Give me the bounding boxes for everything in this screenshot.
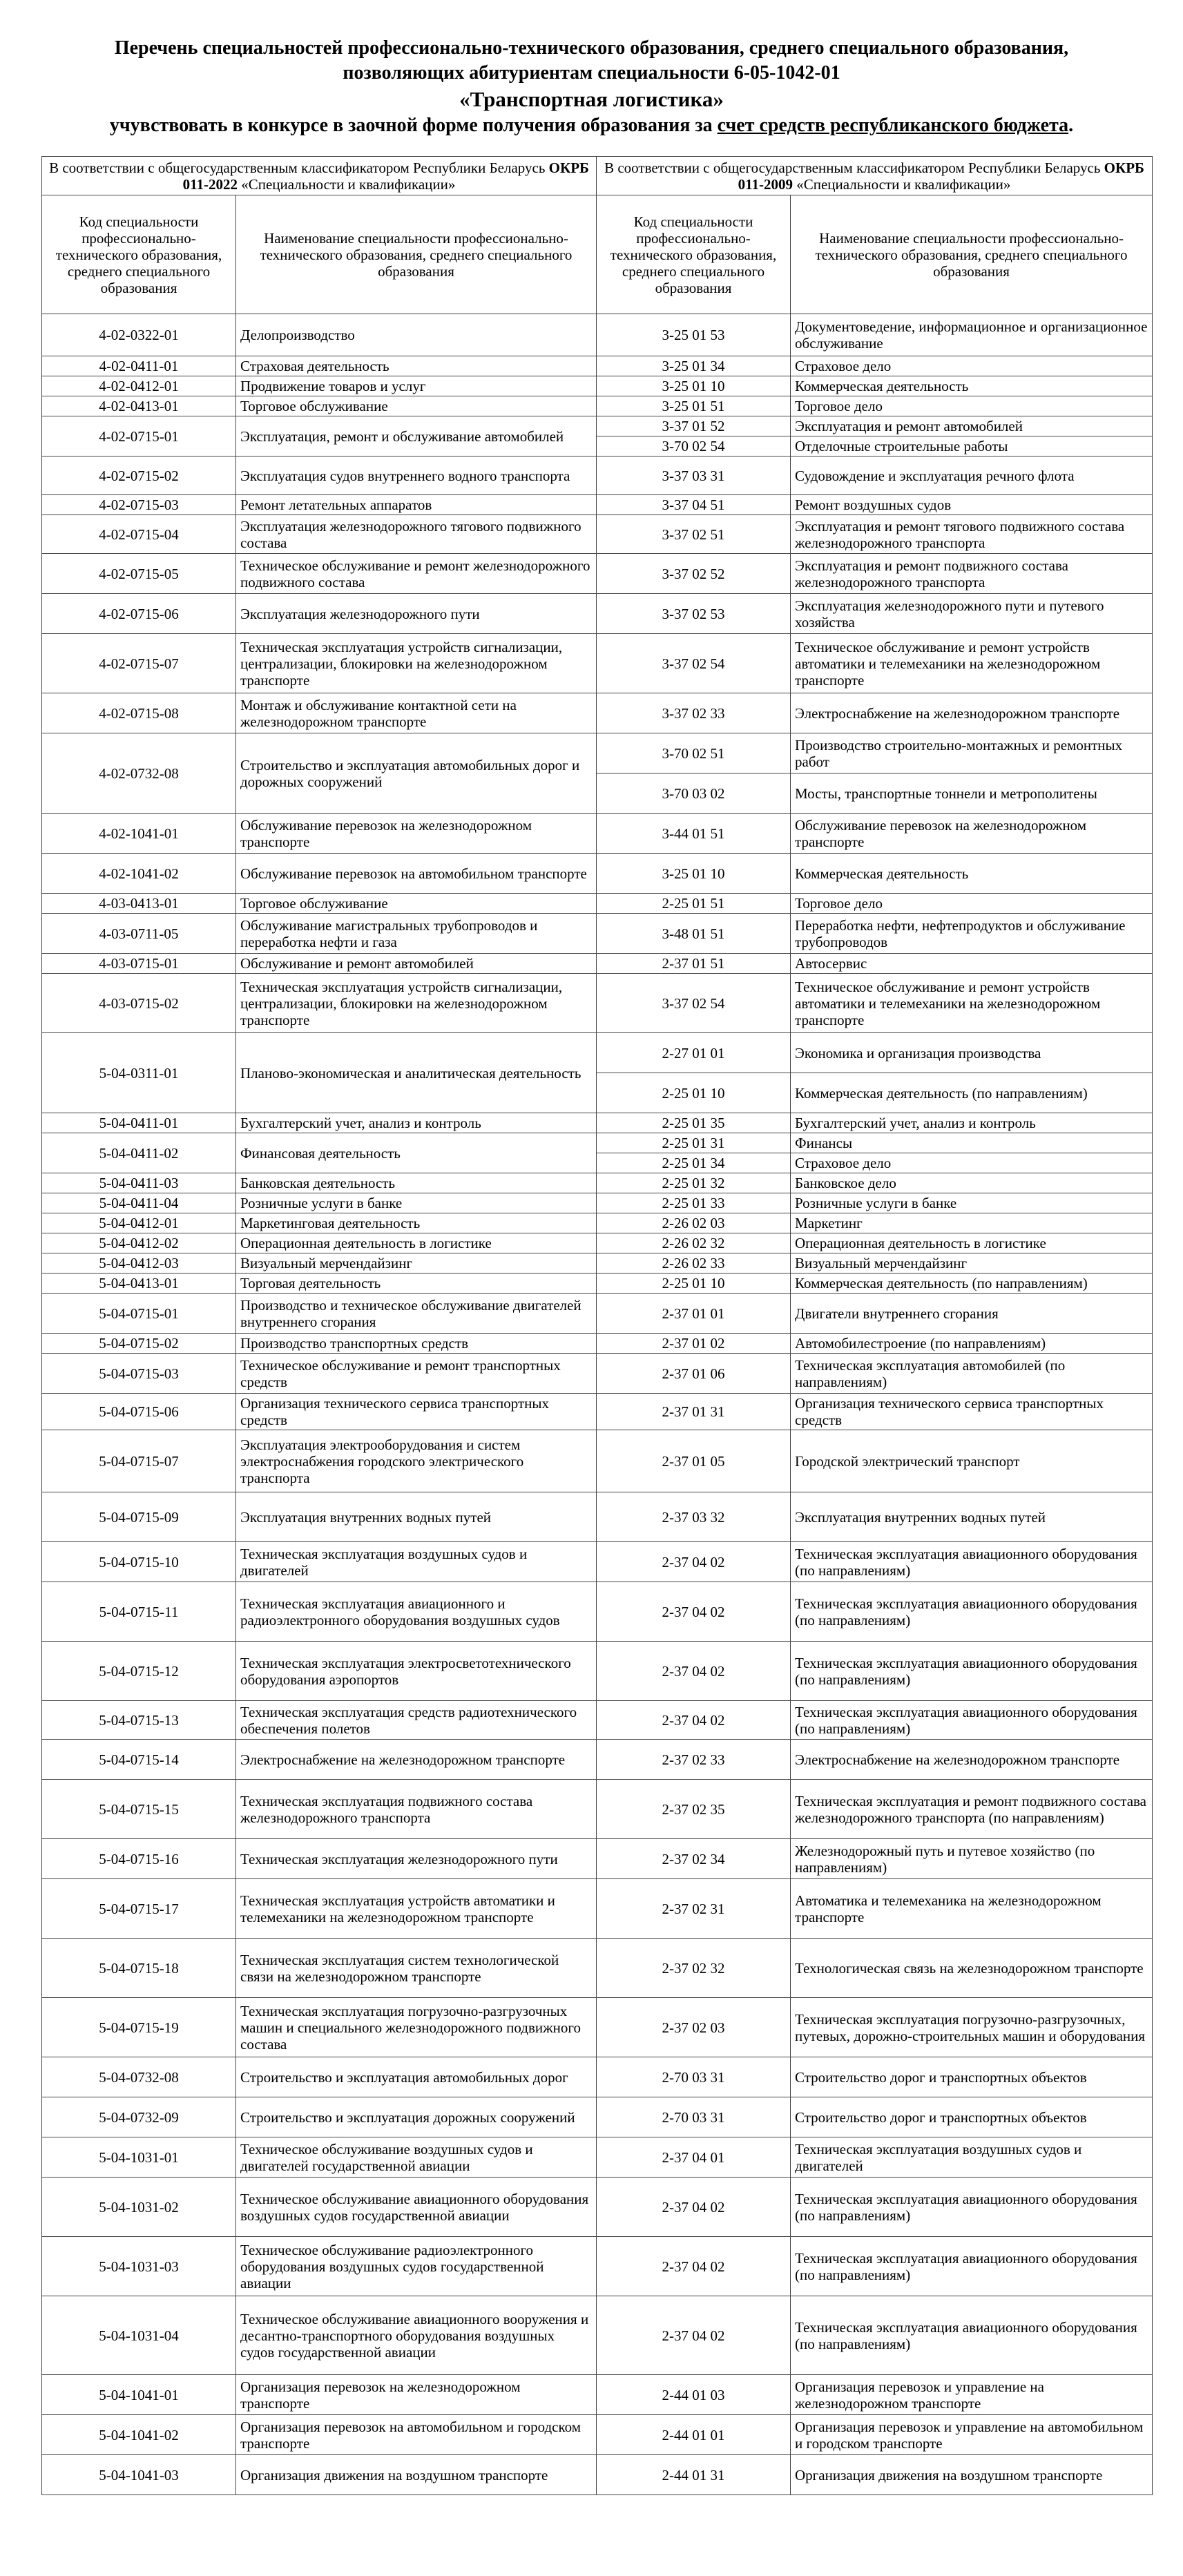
new-name-cell: Операционная деятельность в логистике (236, 1233, 597, 1253)
old-code-cell: 2-25 01 10 (597, 1273, 791, 1294)
new-name-cell: Техническая эксплуатация устройств сигнализации, централизации, блокировки на железнодорожном транспорте (236, 974, 597, 1033)
new-name-cell: Организация перевозок на автомобильном и городском транспорте (236, 2415, 597, 2455)
new-name-cell: Обслуживание перевозок на железнодорожном транспорте (236, 814, 597, 854)
table-row (42, 914, 1153, 954)
group-right-suffix: «Специальности и квалификации» (792, 175, 1011, 193)
new-name-cell: Производство и техническое обслуживание двигателей внутреннего сгорания (236, 1294, 597, 1334)
table-row (42, 1113, 1153, 1133)
old-code-cell: 2-37 02 35 (597, 1780, 791, 1839)
new-name-cell: Торговое обслуживание (236, 894, 597, 914)
old-name-cell: Техническая эксплуатация воздушных судов и двигателей (791, 2137, 1153, 2178)
table-row (42, 974, 1153, 1033)
new-name-cell: Розничные услуги в банке (236, 1193, 597, 1213)
old-name-cell: Экономика и организация производства (791, 1033, 1153, 1073)
new-name-cell: Техническое обслуживание радиоэлектронного оборудования воздушных судов государственной авиации (236, 2237, 597, 2296)
new-code-cell: 4-02-1041-02 (42, 854, 236, 894)
old-code-cell: 2-37 02 03 (597, 1998, 791, 2057)
old-code-cell: 2-37 04 02 (597, 1582, 791, 1642)
col-header-old-name: Наименование специальности профессионально-технического образования, среднего специального образования (791, 195, 1153, 314)
document-header (0, 36, 1183, 138)
old-name-cell: Железнодорожный путь и путевое хозяйство (по направлениям) (791, 1839, 1153, 1879)
new-code-cell: 5-04-0412-03 (42, 1253, 236, 1273)
new-code-cell: 4-03-0715-01 (42, 954, 236, 974)
new-name-cell: Техническая эксплуатация устройств автоматики и телемеханики на железнодорожном транспорте (236, 1879, 597, 1939)
table-body (42, 314, 1153, 2495)
new-code-cell: 4-02-0732-08 (42, 733, 236, 814)
old-code-cell: 2-70 03 31 (597, 2097, 791, 2137)
new-code-cell: 5-04-0732-08 (42, 2057, 236, 2097)
title-line-4-suffix: . (1068, 115, 1074, 136)
table-row (42, 554, 1153, 594)
table-row (42, 1273, 1153, 1294)
old-name-cell: Автоматика и телемеханика на железнодорожном транспорте (791, 1879, 1153, 1939)
old-code-cell: 3-37 02 54 (597, 634, 791, 693)
old-name-cell: Строительство дорог и транспортных объектов (791, 2097, 1153, 2137)
table-row (42, 733, 1153, 773)
old-code-cell: 3-25 01 10 (597, 376, 791, 396)
title-line-1: Перечень специальностей профессионально-технического образования, среднего специального образования, (114, 37, 1069, 59)
old-code-cell: 3-37 04 51 (597, 495, 791, 515)
new-code-cell: 5-04-0715-14 (42, 1740, 236, 1780)
title-line-4 (0, 113, 1183, 138)
new-name-cell: Техническая эксплуатация подвижного состава железнодорожного транспорта (236, 1780, 597, 1839)
table-row (42, 1033, 1153, 1073)
new-name-cell: Планово-экономическая и аналитическая деятельность (236, 1033, 597, 1113)
old-code-cell: 2-37 04 02 (597, 2237, 791, 2296)
old-code-cell: 2-37 01 31 (597, 1394, 791, 1430)
new-code-cell: 5-04-0715-19 (42, 1998, 236, 2057)
new-name-cell: Продвижение товаров и услуг (236, 376, 597, 396)
old-name-cell: Организация перевозок и управление на железнодорожном транспорте (791, 2375, 1153, 2415)
old-code-cell: 2-37 04 02 (597, 2296, 791, 2375)
old-name-cell: Финансы (791, 1133, 1153, 1153)
table-row (42, 854, 1153, 894)
old-code-cell: 2-37 02 31 (597, 1879, 791, 1939)
table-row (42, 2057, 1153, 2097)
group-left-code: ОКРБ 011-2022 (182, 159, 589, 193)
new-code-cell: 5-04-0411-02 (42, 1133, 236, 1173)
old-code-cell: 2-37 01 05 (597, 1430, 791, 1492)
old-code-cell: 2-44 01 01 (597, 2415, 791, 2455)
old-code-cell: 3-70 02 54 (597, 436, 791, 456)
old-name-cell: Техническая эксплуатация автомобилей (по направлениям) (791, 1354, 1153, 1394)
new-name-cell: Эксплуатация судов внутреннего водного транспорта (236, 456, 597, 495)
table-row (42, 1173, 1153, 1193)
old-name-cell: Организация технического сервиса транспортных средств (791, 1394, 1153, 1430)
old-name-cell: Эксплуатация внутренних водных путей (791, 1492, 1153, 1542)
table-row (42, 2375, 1153, 2415)
old-name-cell: Операционная деятельность в логистике (791, 1233, 1153, 1253)
group-right-prefix: В соответствии с общегосударственным классификатором Республики Беларусь (604, 159, 1104, 176)
table-row (42, 396, 1153, 416)
table-row (42, 2455, 1153, 2495)
new-code-cell: 4-02-0715-05 (42, 554, 236, 594)
old-code-cell: 2-26 02 33 (597, 1253, 791, 1273)
old-code-cell: 3-48 01 51 (597, 914, 791, 954)
old-code-cell: 3-70 03 02 (597, 773, 791, 814)
new-code-cell: 5-04-0411-03 (42, 1173, 236, 1193)
table-row (42, 1334, 1153, 1354)
old-code-cell: 2-25 01 32 (597, 1173, 791, 1193)
old-name-cell: Техническая эксплуатация и ремонт подвижного состава железнодорожного транспорта (по направлениям) (791, 1780, 1153, 1839)
new-name-cell: Обслуживание и ремонт автомобилей (236, 954, 597, 974)
new-code-cell: 5-04-0715-07 (42, 1430, 236, 1492)
old-name-cell: Техническое обслуживание и ремонт устройств автоматики и телемеханики на железнодорожном транспорте (791, 634, 1153, 693)
table-row (42, 1542, 1153, 1582)
old-code-cell: 2-37 01 51 (597, 954, 791, 974)
old-code-cell: 2-27 01 01 (597, 1033, 791, 1073)
old-name-cell: Техническая эксплуатация погрузочно-разгрузочных, путевых, дорожно-строительных машин и оборудования (791, 1998, 1153, 2057)
new-name-cell: Электроснабжение на железнодорожном транспорте (236, 1740, 597, 1780)
old-code-cell: 2-25 01 33 (597, 1193, 791, 1213)
new-name-cell: Обслуживание перевозок на автомобильном транспорте (236, 854, 597, 894)
new-code-cell: 4-02-0411-01 (42, 356, 236, 376)
old-code-cell: 3-37 03 31 (597, 456, 791, 495)
new-name-cell: Техническая эксплуатация авиационного и радиоэлектронного оборудования воздушных судов (236, 1582, 597, 1642)
table-row (42, 2415, 1153, 2455)
new-code-cell: 5-04-0715-06 (42, 1394, 236, 1430)
old-name-cell: Торговое дело (791, 894, 1153, 914)
old-code-cell: 3-37 02 54 (597, 974, 791, 1033)
table-row (42, 515, 1153, 554)
new-name-cell: Страховая деятельность (236, 356, 597, 376)
new-code-cell: 5-04-0715-01 (42, 1294, 236, 1334)
old-name-cell: Эксплуатация и ремонт подвижного состава железнодорожного транспорта (791, 554, 1153, 594)
old-name-cell: Судовождение и эксплуатация речного флота (791, 456, 1153, 495)
table-row (42, 1394, 1153, 1430)
new-code-cell: 4-02-0715-03 (42, 495, 236, 515)
table-row (42, 1492, 1153, 1542)
old-code-cell: 3-37 02 51 (597, 515, 791, 554)
old-name-cell: Страховое дело (791, 1153, 1153, 1173)
table-row (42, 376, 1153, 396)
old-code-cell: 2-37 02 34 (597, 1839, 791, 1879)
title-line-4-prefix: учувствовать в конкурсе в заочной форме получения образования за (109, 115, 718, 136)
old-code-cell: 3-25 01 10 (597, 854, 791, 894)
old-code-cell: 2-70 03 31 (597, 2057, 791, 2097)
new-name-cell: Производство транспортных средств (236, 1334, 597, 1354)
old-name-cell: Техническая эксплуатация авиационного оборудования (по направлениям) (791, 1701, 1153, 1740)
new-code-cell: 5-04-0732-09 (42, 2097, 236, 2137)
old-name-cell: Мосты, транспортные тоннели и метрополитены (791, 773, 1153, 814)
new-code-cell: 4-02-1041-01 (42, 814, 236, 854)
old-name-cell: Организация перевозок и управление на автомобильном и городском транспорте (791, 2415, 1153, 2455)
new-code-cell: 4-02-0412-01 (42, 376, 236, 396)
new-code-cell: 5-04-1031-02 (42, 2178, 236, 2237)
new-name-cell: Торговое обслуживание (236, 396, 597, 416)
old-name-cell: Техническое обслуживание и ремонт устройств автоматики и телемеханики на железнодорожном транспорте (791, 974, 1153, 1033)
new-name-cell: Визуальный мерчендайзинг (236, 1253, 597, 1273)
new-code-cell: 4-02-0715-07 (42, 634, 236, 693)
table-row (42, 1998, 1153, 2057)
old-code-cell: 3-70 02 51 (597, 733, 791, 773)
old-name-cell: Отделочные строительные работы (791, 436, 1153, 456)
old-code-cell: 2-25 01 34 (597, 1153, 791, 1173)
new-code-cell: 5-04-0715-09 (42, 1492, 236, 1542)
new-name-cell: Организация перевозок на железнодорожном транспорте (236, 2375, 597, 2415)
table-row (42, 954, 1153, 974)
group-left-prefix: В соответствии с общегосударственным классификатором Республики Беларусь (49, 159, 549, 176)
col-header-new-code: Код специальности профессионально-технического образования, среднего специального образования (42, 195, 236, 314)
new-name-cell: Техническое обслуживание авиационного вооружения и десантно-транспортного оборудования воздушных судов государственной авиации (236, 2296, 597, 2375)
new-code-cell: 5-04-0715-03 (42, 1354, 236, 1394)
new-code-cell: 5-04-0311-01 (42, 1033, 236, 1113)
table-row (42, 1642, 1153, 1701)
new-code-cell: 5-04-1041-02 (42, 2415, 236, 2455)
table-row (42, 2097, 1153, 2137)
table-row (42, 2137, 1153, 2178)
new-code-cell: 5-04-0715-17 (42, 1879, 236, 1939)
old-name-cell: Техническая эксплуатация авиационного оборудования (по направлениям) (791, 2296, 1153, 2375)
new-code-cell: 5-04-0715-16 (42, 1839, 236, 1879)
old-name-cell: Переработка нефти, нефтепродуктов и обслуживание трубопроводов (791, 914, 1153, 954)
old-name-cell: Коммерческая деятельность (по направлениям) (791, 1273, 1153, 1294)
old-name-cell: Розничные услуги в банке (791, 1193, 1153, 1213)
table-row (42, 1939, 1153, 1998)
old-code-cell: 3-37 02 33 (597, 693, 791, 733)
new-code-cell: 4-02-0715-04 (42, 515, 236, 554)
old-name-cell: Маркетинг (791, 1213, 1153, 1233)
old-name-cell: Коммерческая деятельность (791, 376, 1153, 396)
new-name-cell: Строительство и эксплуатация автомобильных дорог (236, 2057, 597, 2097)
new-name-cell: Маркетинговая деятельность (236, 1213, 597, 1233)
old-name-cell: Страховое дело (791, 356, 1153, 376)
new-name-cell: Техническая эксплуатация устройств сигнализации, централизации, блокировки на железнодорожном транспорте (236, 634, 597, 693)
old-name-cell: Визуальный мерчендайзинг (791, 1253, 1153, 1273)
new-code-cell: 4-02-0715-06 (42, 594, 236, 634)
old-code-cell: 3-44 01 51 (597, 814, 791, 854)
new-name-cell: Техническая эксплуатация средств радиотехнического обеспечения полетов (236, 1701, 597, 1740)
table-row (42, 1582, 1153, 1642)
old-code-cell: 2-37 03 32 (597, 1492, 791, 1542)
old-name-cell: Техническая эксплуатация авиационного оборудования (по направлениям) (791, 1542, 1153, 1582)
new-name-cell: Бухгалтерский учет, анализ и контроль (236, 1113, 597, 1133)
old-code-cell: 3-25 01 51 (597, 396, 791, 416)
old-name-cell: Техническая эксплуатация авиационного оборудования (по направлениям) (791, 1582, 1153, 1642)
old-name-cell: Технологическая связь на железнодорожном транспорте (791, 1939, 1153, 1998)
old-name-cell: Двигатели внутреннего сгорания (791, 1294, 1153, 1334)
new-code-cell: 4-03-0413-01 (42, 894, 236, 914)
old-code-cell: 2-37 04 01 (597, 2137, 791, 2178)
old-name-cell: Производство строительно-монтажных и ремонтных работ (791, 733, 1153, 773)
old-code-cell: 2-37 04 02 (597, 1701, 791, 1740)
old-code-cell: 2-44 01 03 (597, 2375, 791, 2415)
new-name-cell: Техническая эксплуатация систем технологической связи на железнодорожном транспорте (236, 1939, 597, 1998)
table-row (42, 456, 1153, 495)
old-name-cell: Торговое дело (791, 396, 1153, 416)
new-name-cell: Эксплуатация железнодорожного тягового подвижного состава (236, 515, 597, 554)
old-name-cell: Обслуживание перевозок на железнодорожном транспорте (791, 814, 1153, 854)
table-row (42, 1213, 1153, 1233)
old-code-cell: 2-26 02 03 (597, 1213, 791, 1233)
new-code-cell: 4-02-0715-01 (42, 416, 236, 456)
new-name-cell: Техническое обслуживание авиационного оборудования воздушных судов государственной авиации (236, 2178, 597, 2237)
old-code-cell: 2-37 04 02 (597, 1642, 791, 1701)
new-name-cell: Эксплуатация, ремонт и обслуживание автомобилей (236, 416, 597, 456)
table-row (42, 1740, 1153, 1780)
old-name-cell: Техническая эксплуатация авиационного оборудования (по направлениям) (791, 2237, 1153, 2296)
old-code-cell: 2-37 04 02 (597, 2178, 791, 2237)
group-header-okrb-2009 (597, 157, 1153, 195)
new-name-cell: Финансовая деятельность (236, 1133, 597, 1173)
table-row (42, 314, 1153, 356)
old-name-cell: Коммерческая деятельность (791, 854, 1153, 894)
title-line-2: позволяющих абитуриентам специальности 6-05-1042-01 (343, 62, 840, 84)
new-name-cell: Монтаж и обслуживание контактной сети на железнодорожном транспорте (236, 693, 597, 733)
table-row (42, 1193, 1153, 1213)
new-code-cell: 5-04-0411-04 (42, 1193, 236, 1213)
new-code-cell: 5-04-1041-03 (42, 2455, 236, 2495)
new-code-cell: 4-02-0322-01 (42, 314, 236, 356)
old-name-cell: Электроснабжение на железнодорожном транспорте (791, 1740, 1153, 1780)
old-name-cell: Эксплуатация и ремонт тягового подвижного состава железнодорожного транспорта (791, 515, 1153, 554)
old-name-cell: Бухгалтерский учет, анализ и контроль (791, 1113, 1153, 1133)
table-row (42, 1839, 1153, 1879)
new-code-cell: 5-04-0412-02 (42, 1233, 236, 1253)
new-name-cell: Торговая деятельность (236, 1273, 597, 1294)
new-name-cell: Банковская деятельность (236, 1173, 597, 1193)
new-name-cell: Техническое обслуживание и ремонт железнодорожного подвижного состава (236, 554, 597, 594)
new-code-cell: 4-03-0711-05 (42, 914, 236, 954)
new-code-cell: 5-04-0412-01 (42, 1213, 236, 1233)
table-row (42, 1233, 1153, 1253)
title-line-3: «Транспортная логистика» (459, 87, 724, 111)
new-code-cell: 4-02-0413-01 (42, 396, 236, 416)
new-code-cell: 5-04-0715-13 (42, 1701, 236, 1740)
old-code-cell: 2-37 04 02 (597, 1542, 791, 1582)
new-name-cell: Эксплуатация электрооборудования и систем электроснабжения городского электрического транспорта (236, 1430, 597, 1492)
new-code-cell: 5-04-0413-01 (42, 1273, 236, 1294)
old-code-cell: 2-37 01 02 (597, 1334, 791, 1354)
old-code-cell: 3-25 01 34 (597, 356, 791, 376)
old-name-cell: Автосервис (791, 954, 1153, 974)
old-code-cell: 3-37 01 52 (597, 416, 791, 436)
new-code-cell: 4-02-0715-02 (42, 456, 236, 495)
table-row (42, 1780, 1153, 1839)
table-row (42, 495, 1153, 515)
old-code-cell: 2-25 01 10 (597, 1073, 791, 1113)
new-name-cell: Строительство и эксплуатация автомобильных дорог и дорожных сооружений (236, 733, 597, 814)
table-row (42, 416, 1153, 436)
new-code-cell: 5-04-0411-01 (42, 1113, 236, 1133)
old-code-cell: 3-25 01 53 (597, 314, 791, 356)
table-row (42, 2237, 1153, 2296)
table-row (42, 1879, 1153, 1939)
old-name-cell: Банковское дело (791, 1173, 1153, 1193)
table-row (42, 1253, 1153, 1273)
table-row (42, 814, 1153, 854)
old-code-cell: 2-37 01 01 (597, 1294, 791, 1334)
new-code-cell: 5-04-1031-03 (42, 2237, 236, 2296)
old-name-cell: Ремонт воздушных судов (791, 495, 1153, 515)
table-row (42, 2296, 1153, 2375)
table-row (42, 1354, 1153, 1394)
table-row (42, 634, 1153, 693)
table-row (42, 356, 1153, 376)
old-name-cell: Эксплуатация и ремонт автомобилей (791, 416, 1153, 436)
new-name-cell: Эксплуатация внутренних водных путей (236, 1492, 597, 1542)
old-code-cell: 2-26 02 32 (597, 1233, 791, 1253)
table-row (42, 1133, 1153, 1153)
table-row (42, 2178, 1153, 2237)
group-header-okrb-2022 (42, 157, 597, 195)
old-name-cell: Организация движения на воздушном транспорте (791, 2455, 1153, 2495)
old-name-cell: Электроснабжение на железнодорожном транспорте (791, 693, 1153, 733)
table-row (42, 1430, 1153, 1492)
new-code-cell: 5-04-0715-11 (42, 1582, 236, 1642)
new-name-cell: Организация технического сервиса транспортных средств (236, 1394, 597, 1430)
group-right-code: ОКРБ 011-2009 (738, 159, 1144, 193)
old-name-cell: Автомобилестроение (по направлениям) (791, 1334, 1153, 1354)
old-name-cell: Техническая эксплуатация авиационного оборудования (по направлениям) (791, 1642, 1153, 1701)
old-code-cell: 3-37 02 53 (597, 594, 791, 634)
old-code-cell: 2-44 01 31 (597, 2455, 791, 2495)
col-header-old-code: Код специальности профессионально-технического образования, среднего специального образования (597, 195, 791, 314)
old-name-cell: Городской электрический транспорт (791, 1430, 1153, 1492)
table-row (42, 594, 1153, 634)
new-code-cell: 4-02-0715-08 (42, 693, 236, 733)
new-code-cell: 5-04-0715-10 (42, 1542, 236, 1582)
old-name-cell: Документоведение, информационное и организационное обслуживание (791, 314, 1153, 356)
table-row (42, 1701, 1153, 1740)
old-code-cell: 2-37 01 06 (597, 1354, 791, 1394)
old-code-cell: 2-25 01 51 (597, 894, 791, 914)
old-name-cell: Строительство дорог и транспортных объектов (791, 2057, 1153, 2097)
old-code-cell: 2-37 02 32 (597, 1939, 791, 1998)
specialties-table (41, 156, 1153, 2495)
column-header-row (42, 195, 1153, 314)
group-header-row (42, 157, 1153, 195)
new-name-cell: Делопроизводство (236, 314, 597, 356)
table-row (42, 1294, 1153, 1334)
old-code-cell: 2-25 01 31 (597, 1133, 791, 1153)
new-code-cell: 5-04-0715-18 (42, 1939, 236, 1998)
old-name-cell: Коммерческая деятельность (по направлениям) (791, 1073, 1153, 1113)
table-row (42, 894, 1153, 914)
new-name-cell: Эксплуатация железнодорожного пути (236, 594, 597, 634)
new-code-cell: 5-04-1031-04 (42, 2296, 236, 2375)
new-code-cell: 5-04-1031-01 (42, 2137, 236, 2178)
old-code-cell: 2-37 02 33 (597, 1740, 791, 1780)
new-name-cell: Техническое обслуживание воздушных судов и двигателей государственной авиации (236, 2137, 597, 2178)
new-name-cell: Техническая эксплуатация воздушных судов и двигателей (236, 1542, 597, 1582)
new-name-cell: Техническая эксплуатация погрузочно-разгрузочных машин и специального железнодорожного подвижного состава (236, 1998, 597, 2057)
new-name-cell: Организация движения на воздушном транспорте (236, 2455, 597, 2495)
new-code-cell: 5-04-0715-12 (42, 1642, 236, 1701)
new-code-cell: 4-03-0715-02 (42, 974, 236, 1033)
new-code-cell: 5-04-0715-15 (42, 1780, 236, 1839)
col-header-new-name: Наименование специальности профессионально-технического образования, среднего специального образования (236, 195, 597, 314)
new-name-cell: Строительство и эксплуатация дорожных сооружений (236, 2097, 597, 2137)
old-code-cell: 2-25 01 35 (597, 1113, 791, 1133)
group-left-suffix: «Специальности и квалификации» (237, 175, 456, 193)
old-name-cell: Техническая эксплуатация авиационного оборудования (по направлениям) (791, 2178, 1153, 2237)
new-name-cell: Техническое обслуживание и ремонт транспортных средств (236, 1354, 597, 1394)
new-name-cell: Ремонт летательных аппаратов (236, 495, 597, 515)
new-name-cell: Обслуживание магистральных трубопроводов и переработка нефти и газа (236, 914, 597, 954)
old-name-cell: Эксплуатация железнодорожного пути и путевого хозяйства (791, 594, 1153, 634)
title-line-4-underlined: счет средств республиканского бюджета (717, 115, 1069, 136)
new-code-cell: 5-04-0715-02 (42, 1334, 236, 1354)
new-code-cell: 5-04-1041-01 (42, 2375, 236, 2415)
new-name-cell: Техническая эксплуатация электросветотехнического оборудования аэропортов (236, 1642, 597, 1701)
table-row (42, 693, 1153, 733)
new-name-cell: Техническая эксплуатация железнодорожного пути (236, 1839, 597, 1879)
old-code-cell: 3-37 02 52 (597, 554, 791, 594)
